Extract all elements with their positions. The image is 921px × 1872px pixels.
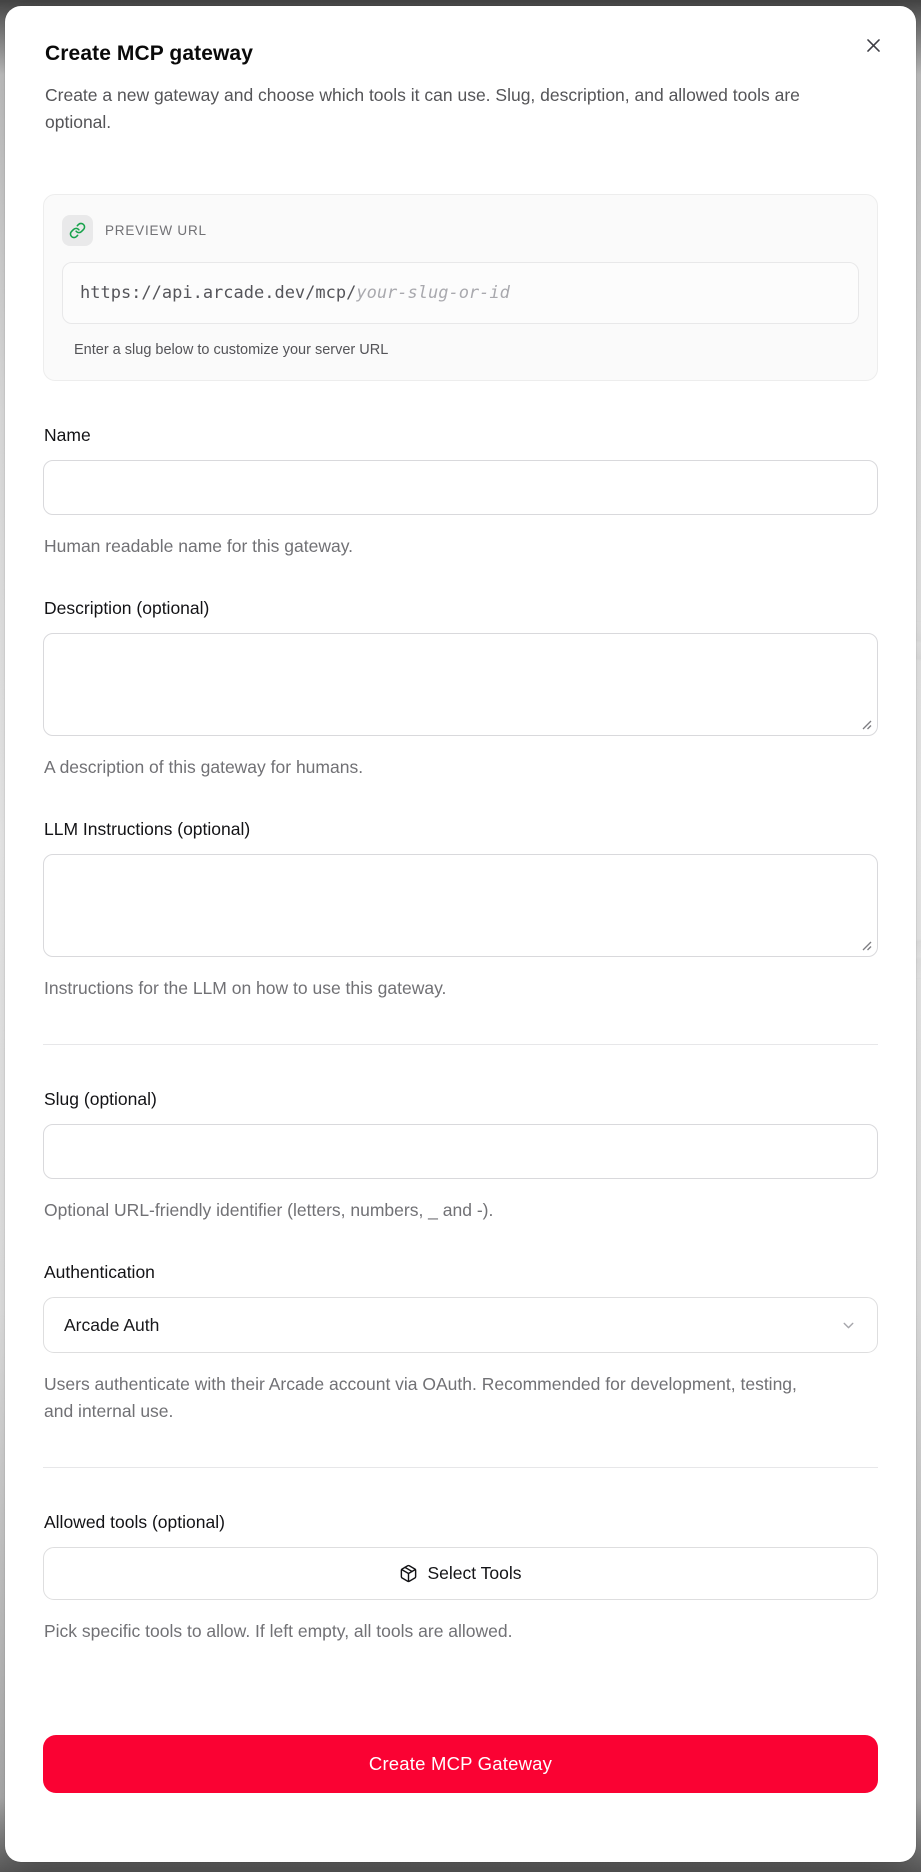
allowed-tools-label: Allowed tools (optional) (44, 1512, 225, 1532)
slug-input[interactable] (43, 1124, 878, 1179)
authentication-label: Authentication (44, 1262, 155, 1282)
description-label: Description (optional) (44, 598, 210, 618)
preview-url-card (43, 194, 878, 381)
llm-instructions-field-group (43, 819, 878, 1002)
allowed-tools-helper: Pick specific tools to allow. If left empty, all tools are allowed. (44, 1621, 513, 1641)
preview-url-value (62, 262, 859, 324)
create-mcp-gateway-dialog (5, 6, 916, 1862)
preview-url-helper: Enter a slug below to customize your server URL (74, 342, 389, 358)
chevron-down-icon (840, 1317, 857, 1334)
description-field-group (43, 598, 878, 781)
name-field-group (43, 425, 878, 560)
section-divider (43, 1044, 878, 1045)
link-icon-chip (62, 215, 93, 246)
create-mcp-gateway-button[interactable]: Create MCP Gateway (43, 1735, 878, 1793)
authentication-field-group (43, 1262, 878, 1425)
name-helper: Human readable name for this gateway. (44, 536, 354, 556)
authentication-selected-value: Arcade Auth (64, 1314, 160, 1335)
dialog-description: Create a new gateway and choose which tools it can use. Slug, description, and allowed tools are optional. (45, 85, 800, 132)
description-textarea[interactable] (43, 633, 878, 736)
preview-url-label: PREVIEW URL (105, 223, 207, 238)
authentication-helper: Users authenticate with their Arcade account via OAuth. Recommended for development, testing, and internal use. (44, 1374, 797, 1421)
section-divider (43, 1467, 878, 1468)
slug-helper: Optional URL-friendly identifier (letters, numbers, _ and -). (44, 1200, 494, 1220)
allowed-tools-field-group (43, 1512, 878, 1645)
close-button[interactable] (856, 28, 890, 62)
name-label: Name (44, 425, 91, 445)
preview-url-slug-placeholder: your-slug-or-id (356, 283, 510, 303)
select-tools-button[interactable] (43, 1547, 878, 1600)
link-icon (69, 222, 86, 239)
authentication-select[interactable] (43, 1297, 878, 1353)
llm-instructions-label: LLM Instructions (optional) (44, 819, 251, 839)
close-icon (864, 36, 883, 55)
preview-url-header (62, 215, 859, 246)
preview-url-base: https://api.arcade.dev/mcp/ (80, 283, 357, 303)
package-icon (399, 1564, 418, 1583)
llm-instructions-textarea[interactable] (43, 854, 878, 957)
dialog-title: Create MCP gateway (45, 42, 253, 65)
description-helper: A description of this gateway for humans. (44, 757, 364, 777)
slug-field-group (43, 1089, 878, 1224)
slug-label: Slug (optional) (44, 1089, 157, 1109)
select-tools-button-label: Select Tools (427, 1563, 522, 1583)
llm-instructions-helper: Instructions for the LLM on how to use this gateway. (44, 978, 447, 998)
name-input[interactable] (43, 460, 878, 515)
